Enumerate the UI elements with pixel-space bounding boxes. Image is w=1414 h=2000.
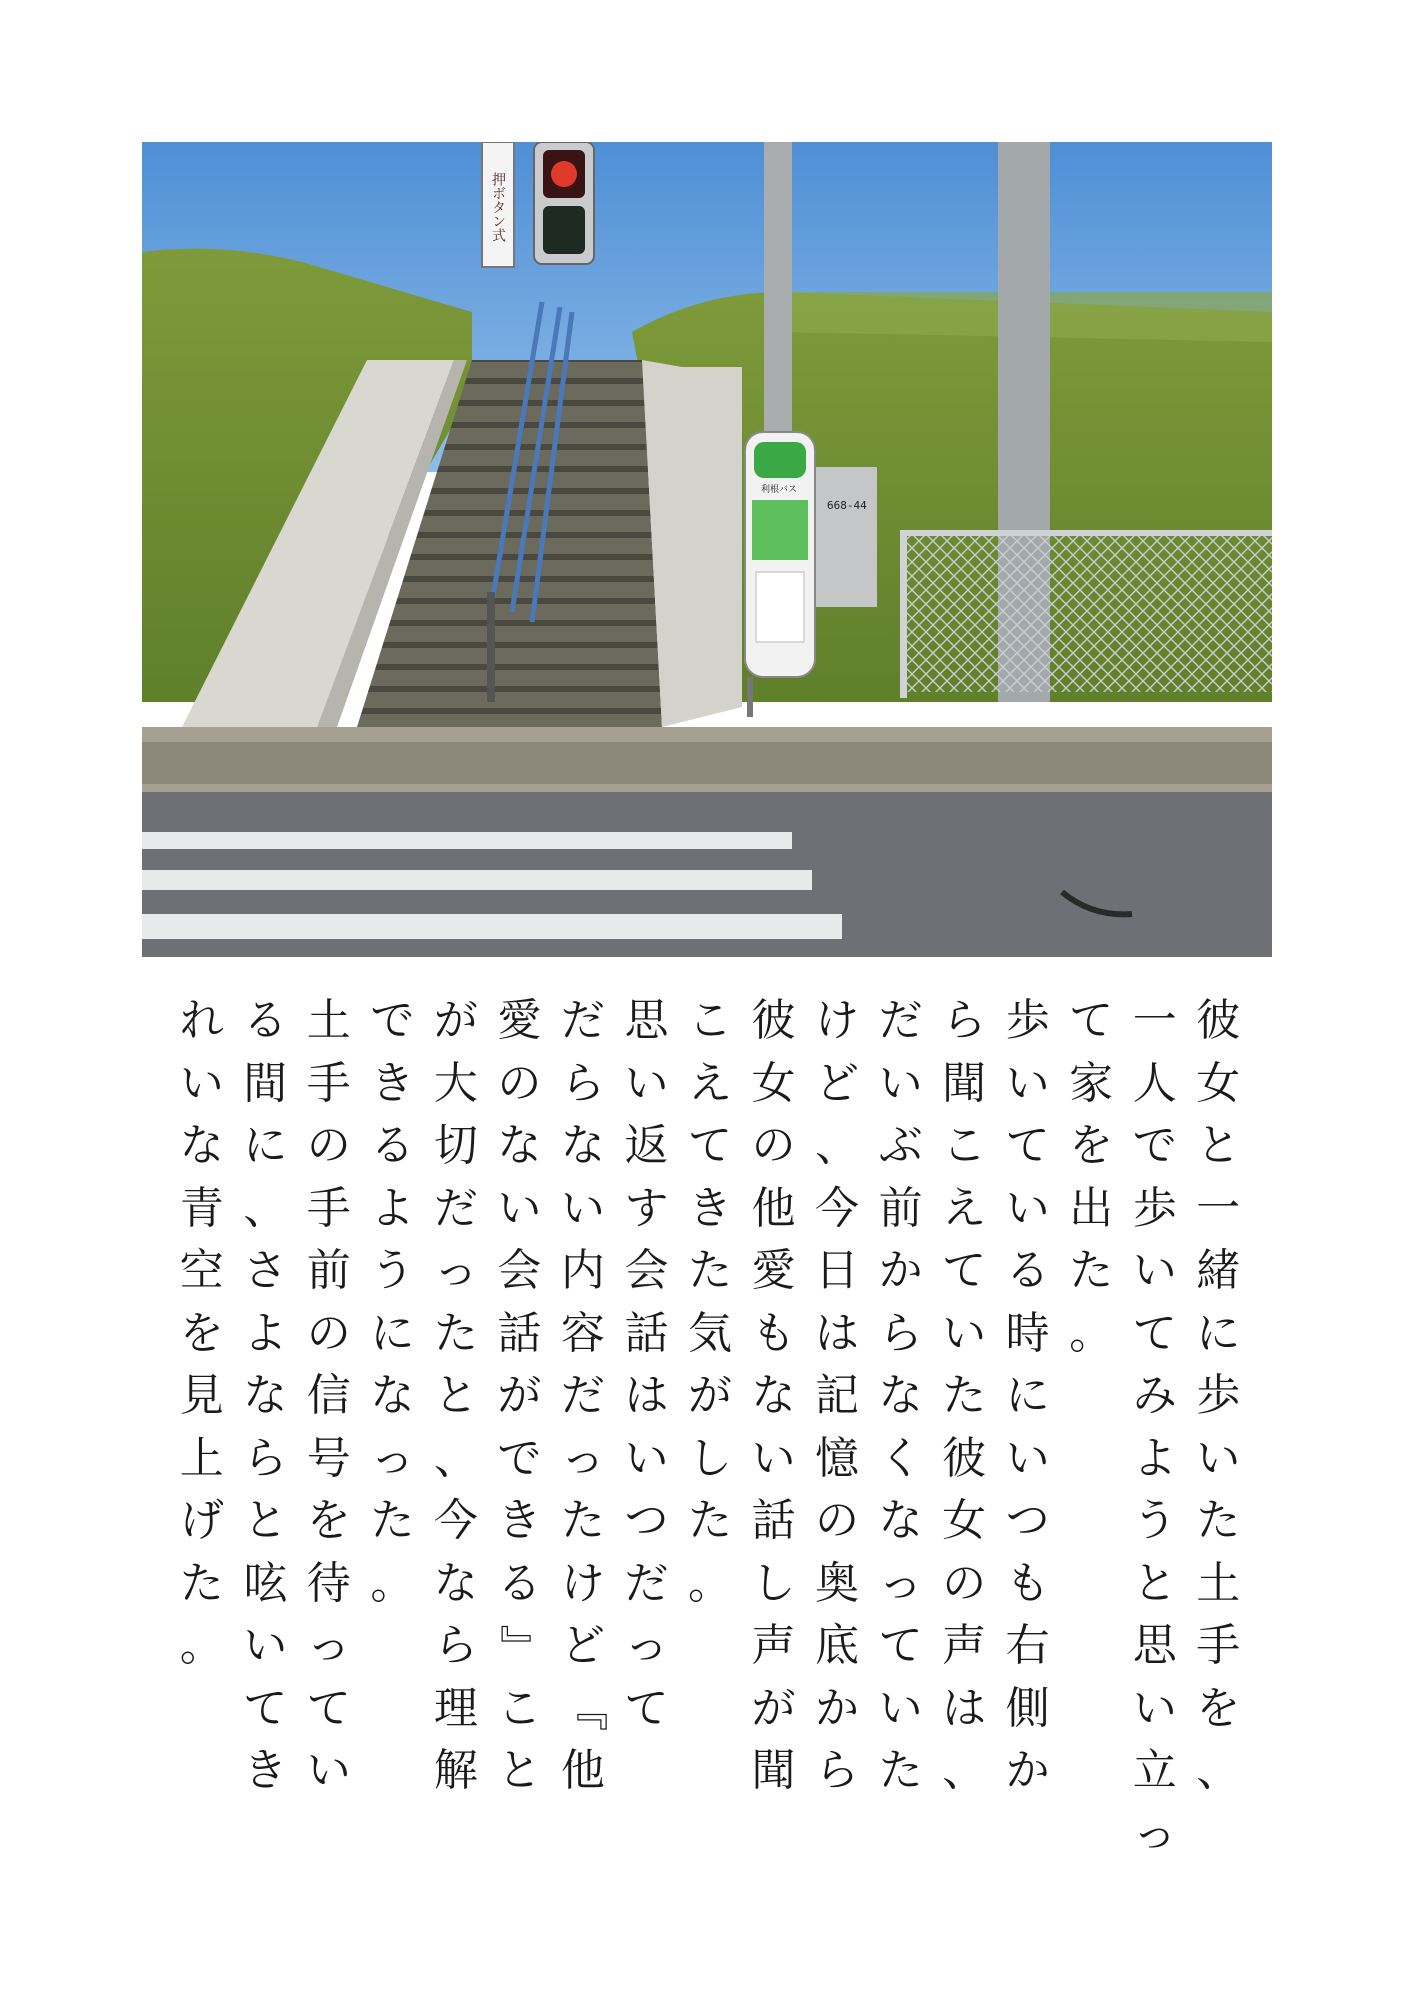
poem-char: る bbox=[1005, 1245, 1050, 1296]
poem-column bbox=[297, 990, 361, 1870]
poem-char: 、 bbox=[815, 1120, 860, 1171]
poem-char: つ bbox=[1005, 1495, 1050, 1546]
poem-char: か bbox=[815, 1682, 860, 1734]
poem-char: こ bbox=[942, 1120, 987, 1171]
poem-char: 声 bbox=[751, 1620, 796, 1671]
poem-char: 理 bbox=[433, 1682, 478, 1734]
poem-char: っ bbox=[560, 1432, 605, 1484]
poem-char: に bbox=[243, 1120, 288, 1171]
poem-char: が bbox=[497, 1370, 542, 1421]
poem-char: 思 bbox=[624, 995, 669, 1046]
poem-char: た bbox=[1069, 1245, 1114, 1296]
poem-column bbox=[805, 990, 869, 1870]
poem-char: に bbox=[370, 1307, 415, 1359]
poem-char: は bbox=[942, 1682, 987, 1734]
poem-char: な bbox=[878, 1370, 923, 1421]
poem-char: な bbox=[560, 1120, 605, 1171]
poem-column bbox=[551, 990, 615, 1870]
poem-char: 解 bbox=[433, 1745, 478, 1796]
poem-char: 呟 bbox=[243, 1557, 288, 1609]
poem-char: 側 bbox=[1005, 1682, 1050, 1734]
poem-char: な bbox=[179, 1120, 224, 1171]
poem-char: た bbox=[433, 1307, 478, 1359]
poem-char: な bbox=[370, 1370, 415, 1421]
poem-char: 歩 bbox=[1005, 995, 1050, 1046]
poem-char: 、 bbox=[1196, 1745, 1241, 1796]
crosswalk bbox=[142, 832, 842, 939]
poem-char: し bbox=[751, 1557, 796, 1609]
poem-char: 人 bbox=[1132, 1057, 1177, 1109]
poem-char: が bbox=[751, 1682, 796, 1734]
poem-column bbox=[488, 990, 552, 1870]
bus-stop-sign bbox=[745, 432, 815, 717]
poem-char: だ bbox=[560, 1370, 605, 1421]
poem-char: を bbox=[1196, 1682, 1241, 1734]
poem-char: 彼 bbox=[1196, 995, 1241, 1046]
poem-char: 聞 bbox=[751, 1745, 796, 1796]
poem-char: な bbox=[433, 1557, 478, 1609]
poem-char: 土 bbox=[306, 995, 351, 1046]
poem-char: 憶 bbox=[815, 1432, 860, 1484]
poem-char: か bbox=[878, 1245, 923, 1296]
poem-char: だ bbox=[624, 1557, 669, 1609]
poem-char: 上 bbox=[179, 1432, 224, 1484]
poem-char: 時 bbox=[1005, 1307, 1050, 1359]
poem-char: 待 bbox=[306, 1557, 351, 1609]
poem-char: ら bbox=[942, 995, 987, 1046]
poem-char: 日 bbox=[815, 1245, 860, 1296]
poem-column bbox=[996, 990, 1060, 1870]
poem-char: き bbox=[243, 1745, 288, 1796]
poem-char: た bbox=[878, 1745, 923, 1796]
poem-char: 奥 bbox=[815, 1557, 860, 1609]
poem-char: た bbox=[687, 1245, 732, 1296]
poem-char: 歩 bbox=[1196, 1370, 1241, 1421]
poem-column bbox=[424, 990, 488, 1870]
poem-char: 、 bbox=[942, 1745, 987, 1796]
poem-char: い bbox=[1005, 1432, 1050, 1484]
poem-column bbox=[1186, 990, 1250, 1870]
poem-char: し bbox=[687, 1432, 732, 1484]
poem-char: で bbox=[370, 995, 415, 1046]
poem-char: に bbox=[1196, 1307, 1241, 1359]
poem-char: 女 bbox=[942, 1495, 987, 1546]
poem-char: よ bbox=[243, 1307, 288, 1359]
poem-char: の bbox=[815, 1495, 860, 1546]
poem-char: て bbox=[1005, 1120, 1050, 1171]
poem-char: 他 bbox=[560, 1745, 605, 1796]
poem-char: 緒 bbox=[1196, 1245, 1241, 1296]
poem-char: た bbox=[179, 1557, 224, 1609]
poem-char: と bbox=[433, 1370, 478, 1421]
poem-char: と bbox=[1132, 1557, 1177, 1609]
poem-char: は bbox=[815, 1307, 860, 1359]
poem-char: な bbox=[751, 1370, 796, 1421]
poem-char: た bbox=[1196, 1495, 1241, 1546]
utility-pole-center bbox=[764, 142, 792, 442]
poem-char: 、 bbox=[433, 1432, 478, 1484]
poem-char: 信 bbox=[306, 1370, 351, 1421]
poem-char: け bbox=[815, 995, 860, 1046]
poem-column bbox=[361, 990, 425, 1870]
poem-char: い bbox=[751, 1432, 796, 1484]
poem-column bbox=[170, 990, 234, 1870]
poem-char: 愛 bbox=[497, 995, 542, 1046]
poem-char: 声 bbox=[942, 1620, 987, 1671]
poem-char: 切 bbox=[433, 1120, 478, 1171]
poem-char: え bbox=[687, 1057, 732, 1109]
poem-char: げ bbox=[179, 1495, 224, 1546]
poem-char: 会 bbox=[497, 1245, 542, 1296]
poem-char: け bbox=[560, 1557, 605, 1609]
poem-char: い bbox=[624, 1057, 669, 1109]
poem-column bbox=[932, 990, 996, 1870]
poem-char: よ bbox=[370, 1182, 415, 1234]
poem-char: ら bbox=[243, 1432, 288, 1484]
poem-char: こ bbox=[497, 1682, 542, 1734]
poem-char: 空 bbox=[179, 1245, 224, 1296]
poem-char: ぶ bbox=[878, 1120, 923, 1171]
poem-char: い bbox=[179, 1057, 224, 1109]
poem-char: ら bbox=[878, 1307, 923, 1359]
poem-char: 間 bbox=[243, 1057, 288, 1109]
poem-char: て bbox=[243, 1682, 288, 1734]
poem-char: 女 bbox=[1196, 1057, 1241, 1109]
poem-char: 記 bbox=[815, 1370, 860, 1421]
poem-char: も bbox=[1005, 1557, 1050, 1609]
poem-char: 今 bbox=[433, 1495, 478, 1546]
poem-column bbox=[234, 990, 298, 1870]
svg-text:押ボタン式: 押ボタン式 bbox=[490, 172, 506, 242]
poem-char: も bbox=[751, 1307, 796, 1359]
poem-char: 。 bbox=[1069, 1307, 1114, 1359]
poem-char: て bbox=[1132, 1307, 1177, 1359]
poem-char: と bbox=[1196, 1120, 1241, 1171]
poem-char: を bbox=[306, 1495, 351, 1546]
poem-char: が bbox=[687, 1370, 732, 1421]
poem-char: の bbox=[751, 1120, 796, 1171]
poem-char: だ bbox=[433, 1182, 478, 1234]
poem-char: な bbox=[497, 1120, 542, 1171]
poem-char: の bbox=[306, 1307, 351, 1359]
poem-char: っ bbox=[370, 1432, 415, 1484]
poem-char: い bbox=[1132, 1245, 1177, 1296]
poem-char: 女 bbox=[751, 1057, 796, 1109]
poem-char: 彼 bbox=[942, 1432, 987, 1484]
poem-char: ど bbox=[815, 1057, 860, 1109]
poem-char: 愛 bbox=[751, 1245, 796, 1296]
poem-char: た bbox=[687, 1495, 732, 1546]
poem-char: い bbox=[243, 1620, 288, 1671]
poem-char: 話 bbox=[497, 1307, 542, 1359]
poem-char: に bbox=[1005, 1370, 1050, 1421]
poem-char: い bbox=[1005, 1182, 1050, 1234]
poem-char: う bbox=[1132, 1495, 1177, 1546]
poem-char: い bbox=[878, 1057, 923, 1109]
poem-char: 手 bbox=[1196, 1620, 1241, 1671]
poem-char: 今 bbox=[815, 1182, 860, 1234]
poem-char: て bbox=[878, 1620, 923, 1671]
poem-char: 内 bbox=[560, 1245, 605, 1296]
poem-char: 土 bbox=[1196, 1557, 1241, 1609]
poem-char: る bbox=[497, 1557, 542, 1609]
poem-char: み bbox=[1132, 1370, 1177, 1421]
pole-plate: 668-44 bbox=[827, 499, 867, 512]
poem-char: 、 bbox=[243, 1182, 288, 1234]
poem-char: い bbox=[497, 1182, 542, 1234]
poem-char: 容 bbox=[560, 1307, 605, 1359]
poem-char: な bbox=[243, 1370, 288, 1421]
poem-char: 会 bbox=[624, 1245, 669, 1296]
poem-char: 彼 bbox=[751, 995, 796, 1046]
poem-char: 。 bbox=[370, 1557, 415, 1609]
poem-char: ら bbox=[815, 1745, 860, 1796]
poem-char: て bbox=[1069, 995, 1114, 1046]
poem-char: た bbox=[560, 1495, 605, 1546]
poem-column bbox=[1059, 990, 1123, 1870]
poem-char: て bbox=[306, 1682, 351, 1734]
poem-char: 思 bbox=[1132, 1620, 1177, 1671]
poem-char: い bbox=[1196, 1432, 1241, 1484]
poem-char: 右 bbox=[1005, 1620, 1050, 1671]
poem-char: こ bbox=[687, 995, 732, 1046]
poem-char: 家 bbox=[1069, 1057, 1114, 1109]
poem-column bbox=[615, 990, 679, 1870]
poem-char: な bbox=[878, 1495, 923, 1546]
poem-char: い bbox=[560, 1182, 605, 1234]
poem-char: え bbox=[942, 1182, 987, 1234]
poem-char: き bbox=[497, 1495, 542, 1546]
poem-char: い bbox=[1005, 1057, 1050, 1109]
poem-char: い bbox=[942, 1307, 987, 1359]
vertical-poem bbox=[170, 990, 1250, 1870]
poem-column bbox=[742, 990, 806, 1870]
poem-char: う bbox=[370, 1245, 415, 1296]
poem-char: の bbox=[942, 1557, 987, 1609]
poem-char: の bbox=[497, 1057, 542, 1109]
poem-char: は bbox=[624, 1370, 669, 1421]
poem-char: る bbox=[370, 1120, 415, 1171]
poem-char: 歩 bbox=[1132, 1182, 1177, 1234]
poem-char: っ bbox=[878, 1557, 923, 1609]
poem-char: た bbox=[370, 1495, 415, 1546]
poem-column bbox=[678, 990, 742, 1870]
poem-char: 他 bbox=[751, 1182, 796, 1234]
poem-char: だ bbox=[560, 995, 605, 1046]
poem-char: っ bbox=[1132, 1807, 1177, 1859]
poem-char: 一 bbox=[1132, 995, 1177, 1046]
poem-char: で bbox=[497, 1432, 542, 1484]
poem-char: 』 bbox=[494, 1624, 546, 1669]
poem-char: 聞 bbox=[942, 1057, 987, 1109]
poem-char: 気 bbox=[687, 1307, 732, 1359]
poem-char: が bbox=[433, 995, 478, 1046]
poem-char: 。 bbox=[179, 1620, 224, 1671]
poem-char: と bbox=[497, 1745, 542, 1796]
photo-stairs-bus-stop bbox=[142, 142, 1272, 957]
poem-char: れ bbox=[179, 995, 224, 1046]
pedestrian-signal bbox=[482, 142, 594, 267]
poem-char: 話 bbox=[751, 1495, 796, 1546]
poem-char: 話 bbox=[624, 1307, 669, 1359]
poem-char: さ bbox=[243, 1245, 288, 1296]
svg-text:利根バス: 利根バス bbox=[761, 485, 798, 495]
poem-char: を bbox=[179, 1307, 224, 1359]
poem-char: 号 bbox=[306, 1432, 351, 1484]
poem-char: 見 bbox=[179, 1370, 224, 1421]
poem-char: 大 bbox=[433, 1057, 478, 1109]
poem-column bbox=[869, 990, 933, 1870]
fence bbox=[900, 530, 1272, 698]
poem-char: 手 bbox=[306, 1182, 351, 1234]
poem-char: き bbox=[687, 1182, 732, 1234]
poem-char: ら bbox=[433, 1620, 478, 1671]
poem-char: ど bbox=[560, 1620, 605, 1671]
poem-char: を bbox=[1069, 1120, 1114, 1171]
poem-char: 立 bbox=[1132, 1745, 1177, 1796]
poem-char: て bbox=[687, 1120, 732, 1171]
poem-char: よ bbox=[1132, 1432, 1177, 1484]
poem-char: の bbox=[306, 1120, 351, 1171]
poem-char: 一 bbox=[1196, 1182, 1241, 1234]
poem-char: か bbox=[1005, 1745, 1050, 1796]
poem-char: い bbox=[1132, 1682, 1177, 1734]
poem-char: き bbox=[370, 1057, 415, 1109]
poem-char: ら bbox=[560, 1057, 605, 1109]
poem-char: 底 bbox=[815, 1620, 860, 1671]
poem-char: い bbox=[624, 1432, 669, 1484]
poem-char: 手 bbox=[306, 1057, 351, 1109]
poem-char: い bbox=[878, 1682, 923, 1734]
poem-char: 前 bbox=[306, 1245, 351, 1296]
poem-char: て bbox=[942, 1245, 987, 1296]
poem-char: っ bbox=[624, 1620, 669, 1671]
poem-char: て bbox=[624, 1682, 669, 1734]
poem-char: す bbox=[624, 1182, 669, 1234]
poem-char: 『 bbox=[558, 1686, 610, 1731]
poem-char: っ bbox=[306, 1620, 351, 1671]
poem-char: 青 bbox=[179, 1182, 224, 1234]
poem-char: 。 bbox=[687, 1557, 732, 1609]
poem-char: だ bbox=[878, 995, 923, 1046]
poem-char: た bbox=[942, 1370, 987, 1421]
poem-char: つ bbox=[624, 1495, 669, 1546]
poem-char: っ bbox=[433, 1245, 478, 1296]
poem-char: 返 bbox=[624, 1120, 669, 1171]
poem-char: る bbox=[243, 995, 288, 1046]
poem-char: 前 bbox=[878, 1182, 923, 1234]
poem-char: い bbox=[306, 1745, 351, 1796]
poem-column bbox=[1123, 990, 1187, 1870]
poem-char: と bbox=[243, 1495, 288, 1546]
poem-char: く bbox=[878, 1432, 923, 1484]
poem-char: で bbox=[1132, 1120, 1177, 1171]
poem-char: 出 bbox=[1069, 1182, 1114, 1234]
